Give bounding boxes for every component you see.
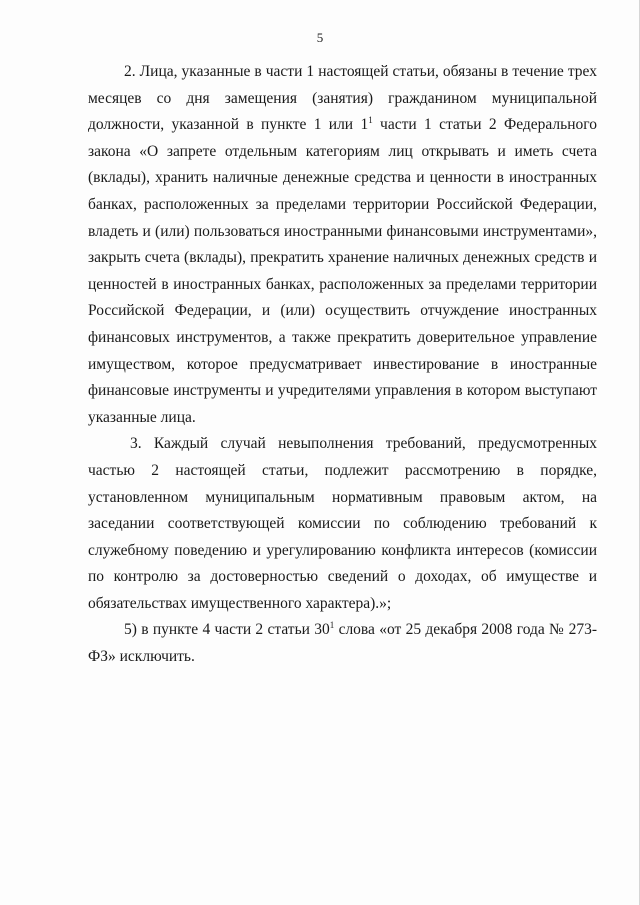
superscript: 1 [329,620,335,631]
paragraph-5-text-a: 5) в пункте 4 части 2 статьи 30 [124,621,330,639]
paragraph-5-text-b: слова «от 25 декабря 2008 года № 273-ФЗ» исключить. [88,621,597,666]
paragraph-3: 3. Каждый случай невыполнения требований, предусмотренных частью 2 настоящей статьи, подлежит рассмотрению в порядке, установленном муниципальным нормативным правовым актом, на заседании соответствующей комиссии по соблюдению требований к служебному поведению и урегулированию конфликта интересов (комиссии по контролю за достоверностью сведений о доходах, об имуществе и обязательствах имущественного характера).»; [88,435,597,612]
paragraph-5 [88,617,597,670]
page-number: 5 [316,30,324,45]
paragraph-2 [88,59,597,431]
paragraph-2-text-b: части 1 статьи 2 Федерального закона «О запрете отдельным категориям лиц открывать и иметь счета (вклады), хранить наличные денежные средства и ценности в иностранных банках, расположенных за пределами территории Российской Федерации, владеть и (или) пользоваться иностранными финансовыми инструментами», закрыть счета (вклады), прекратить хранение наличных денежных средств и ценностей в иностранных банках, расположенных за пределами территории Российской Федерации, и (или) осуществить отчуждение иностранных финансовых инструментов, а также прекратить доверительное управление имуществом, которое предусматривает инвестирование в иностранные финансовые инструменты и учредителями управления в котором выступают указанные лица. [88,116,598,426]
superscript: 1 [368,115,373,126]
paragraph-2-text-a: 2. Лица, указанные в части 1 настоящей статьи, обязаны в течение трех месяцев со дня замещения (занятия) гражданином муниципальной должности, указанной в пункте 1 или 1 [88,63,597,134]
document-body [88,59,597,671]
